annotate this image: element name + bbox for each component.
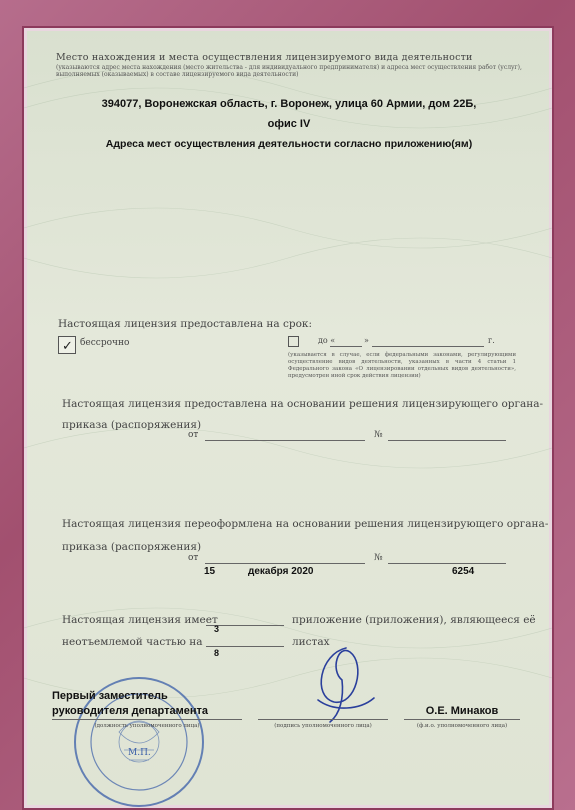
- until-suffix: г.: [488, 336, 495, 345]
- unlimited-checkbox: [58, 336, 76, 354]
- name-line: [404, 719, 520, 720]
- check-icon: ✓: [62, 339, 73, 354]
- reissue-day: 15: [204, 566, 216, 577]
- appendix-label-2: приложение (приложения), являющееся её: [292, 614, 536, 626]
- basis-date-line: [205, 440, 365, 441]
- basis-from: от: [188, 430, 199, 440]
- position-line: [52, 719, 242, 720]
- basis-label-1: Настоящая лицензия предоставлена на основании решения лицензирующего органа-: [62, 398, 544, 410]
- until-month-line: [372, 346, 484, 347]
- address-line-2: офис IV: [267, 118, 311, 130]
- until-mid: »: [364, 336, 369, 345]
- appendix-count: 3: [214, 624, 220, 634]
- header-note-2: выполняемых (оказываемых) в составе лицензируемого вида деятельности): [56, 71, 299, 78]
- reissue-month-year: декабря 2020: [248, 566, 314, 577]
- name-caption: (ф.и.о. уполномоченного лица): [416, 723, 508, 729]
- basis-number-sign: №: [374, 430, 383, 440]
- until-prefix: до «: [318, 336, 336, 345]
- appendix-label-1: Настоящая лицензия имеет: [62, 614, 218, 626]
- until-day-line: [330, 346, 362, 347]
- handwritten-signature: [300, 640, 390, 730]
- header-note-1: (указываются адрес места нахождения (место жительства - для индивидуального предпринимателя) и адреса мест осуществления работ (услуг),: [56, 64, 522, 71]
- reissue-from: от: [188, 553, 199, 563]
- reissue-order-number: 6254: [452, 566, 475, 577]
- reissue-number-line: [388, 563, 506, 564]
- position-caption: (должность уполномоченного лица): [94, 723, 200, 729]
- address-line-1: 394077, Воронежская область, г. Воронеж, улица 60 Армии, дом 22Б,: [101, 98, 477, 110]
- term-note: (указывается в случае, если федеральными законами, регулирующими осуществление видов деятельности, указанных в части 4 статьи 1 Федерального закона «О лицензировании отдельных видов деятельности», предусмотрен иной срок действия лицензии): [288, 352, 516, 379]
- term-label: Настоящая лицензия предоставлена на срок:: [58, 318, 313, 330]
- signer-position-1: Первый заместитель: [52, 690, 168, 702]
- appendix-sheets-word: листах: [292, 636, 330, 648]
- seal-center-text: М.П.: [128, 748, 151, 758]
- reissue-number-sign: №: [374, 553, 383, 563]
- signature-line: [258, 719, 388, 720]
- appendix-label-3: неотъемлемой частью на: [62, 636, 203, 648]
- basis-label-2: приказа (распоряжения): [62, 419, 202, 431]
- signature-caption: (подпись уполномоченного лица): [274, 723, 372, 729]
- basis-number-line: [388, 440, 506, 441]
- reissue-label-1: Настоящая лицензия переоформлена на основании решения лицензирующего органа-: [62, 518, 549, 530]
- appendix-sheets-line: [206, 646, 284, 647]
- signer-position-2: руководителя департамента: [52, 705, 209, 717]
- unlimited-label: бессрочно: [80, 338, 130, 348]
- signer-name: О.Е. Минаков: [425, 705, 499, 717]
- header-title: Место нахождения и места осуществления лицензируемого вида деятельности: [56, 52, 473, 63]
- until-checkbox: [288, 336, 299, 347]
- reissue-label-2: приказа (распоряжения): [62, 541, 202, 553]
- reissue-date-line: [205, 563, 365, 564]
- address-line-3: Адреса мест осуществления деятельности согласно приложению(ям): [105, 138, 473, 150]
- appendix-sheets: 8: [214, 648, 220, 658]
